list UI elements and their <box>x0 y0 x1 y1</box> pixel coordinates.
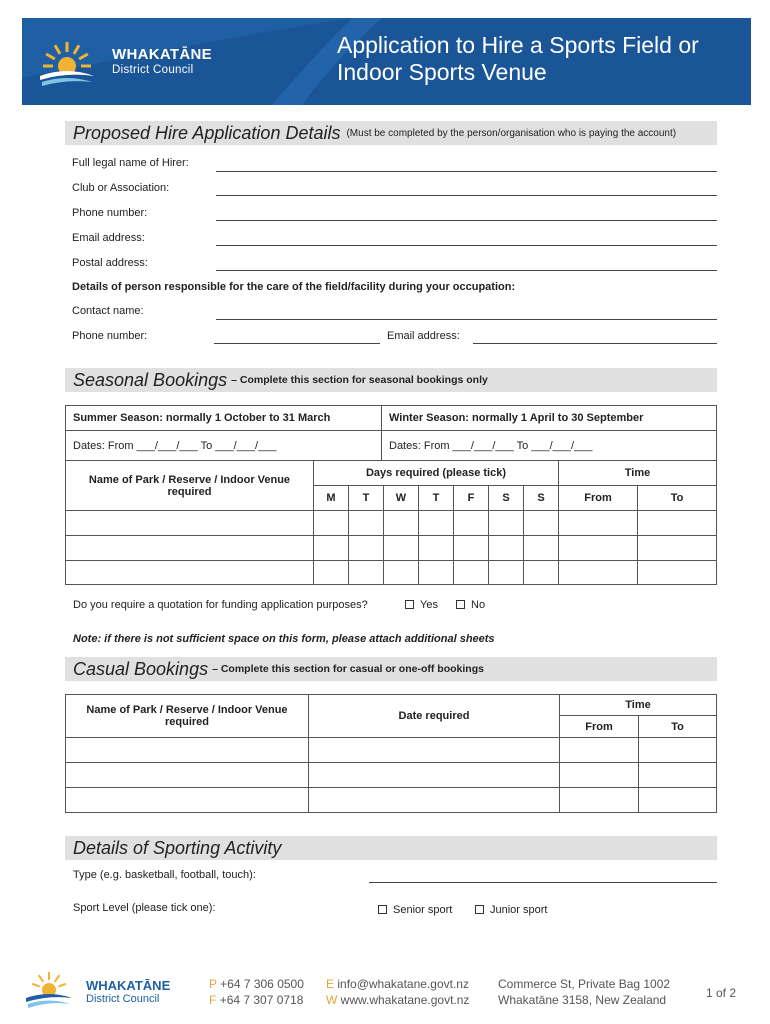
footer-email[interactable] <box>326 977 469 991</box>
hire-note: (Must be completed by the person/organisation who is paying the account) <box>346 127 677 139</box>
seasonal-section-header <box>65 368 717 392</box>
table-cell[interactable] <box>314 561 349 585</box>
checkbox-icon[interactable] <box>475 905 484 914</box>
casual-to-header: To <box>639 716 717 738</box>
table-cell[interactable] <box>524 511 559 536</box>
postal-field[interactable] <box>216 270 717 271</box>
casual-from-header: From <box>560 716 639 738</box>
contact-label: Contact name: <box>72 305 144 317</box>
sport-type-field[interactable] <box>369 882 717 883</box>
table-cell[interactable] <box>419 511 454 536</box>
footer-org-name: WHAKATĀNE <box>86 978 171 993</box>
senior-sport-label: Senior sport <box>393 904 453 916</box>
table-cell[interactable] <box>454 511 489 536</box>
casual-subheading: – Complete this section for casual or one-off bookings <box>212 663 484 675</box>
page-number: 1 of 2 <box>706 986 737 1000</box>
table-cell[interactable] <box>314 536 349 561</box>
footer-phone <box>209 977 304 991</box>
table-cell[interactable] <box>524 561 559 585</box>
casual-heading: Casual Bookings <box>73 658 209 679</box>
phone-label: Phone number: <box>72 207 148 219</box>
seasonal-subheading: – Complete this section for seasonal bookings only <box>231 374 488 386</box>
junior-sport-option[interactable] <box>475 904 547 916</box>
full-name-field[interactable] <box>216 171 717 172</box>
table-cell[interactable] <box>524 536 559 561</box>
table-cell[interactable] <box>66 788 309 813</box>
fax-number: +64 7 307 0718 <box>219 993 304 1007</box>
table-cell[interactable] <box>384 561 419 585</box>
sport-level-label: Sport Level (please tick one): <box>73 902 216 914</box>
quotation-no-label: No <box>471 599 486 611</box>
table-cell[interactable] <box>66 536 314 561</box>
table-cell[interactable] <box>638 511 717 536</box>
checkbox-icon[interactable] <box>405 600 414 609</box>
table-cell[interactable] <box>559 511 638 536</box>
table-cell[interactable] <box>384 536 419 561</box>
footer-logo-icon <box>24 970 74 1010</box>
postal-label: Postal address: <box>72 257 148 269</box>
page-title: Application to Hire a Sports Field or Indoor Sports Venue <box>337 32 699 85</box>
email2-label: Email address: <box>387 330 460 342</box>
responsible-heading: Details of person responsible for the care of the field/facility during your occupation: <box>72 281 516 293</box>
table-cell[interactable] <box>489 511 524 536</box>
table-cell[interactable] <box>309 763 560 788</box>
days-header: Days required (please tick) <box>314 461 559 486</box>
day-friday: F <box>454 486 489 511</box>
phone-number: +64 7 306 0500 <box>220 977 304 991</box>
day-saturday: S <box>489 486 524 511</box>
email2-field[interactable] <box>473 343 717 344</box>
table-row <box>66 763 717 788</box>
table-cell[interactable] <box>66 738 309 763</box>
day-sunday: S <box>524 486 559 511</box>
casual-bookings-table <box>65 694 717 813</box>
table-cell[interactable] <box>639 788 717 813</box>
web-address[interactable]: www.whakatane.govt.nz <box>340 993 470 1007</box>
table-cell[interactable] <box>419 536 454 561</box>
day-tuesday: T <box>349 486 384 511</box>
table-cell[interactable] <box>559 561 638 585</box>
casual-venue-header: Name of Park / Reserve / Indoor Venue required <box>66 695 309 738</box>
fax-prefix: F <box>209 993 217 1007</box>
table-cell[interactable] <box>349 536 384 561</box>
footer-address-line1: Commerce St, Private Bag 1002 <box>498 977 671 991</box>
summer-season-cell: Summer Season: normally 1 October to 31 March <box>66 406 382 431</box>
table-row <box>66 511 717 536</box>
table-row <box>66 536 717 561</box>
winter-season-cell: Winter Season: normally 1 April to 30 September <box>382 406 717 431</box>
web-prefix: W <box>326 993 338 1007</box>
day-monday: M <box>314 486 349 511</box>
table-cell[interactable] <box>66 511 314 536</box>
seasonal-bookings-table <box>65 460 717 585</box>
footer-fax <box>209 993 303 1007</box>
quotation-yes-label: Yes <box>420 599 438 611</box>
casual-time-header: Time <box>560 695 717 716</box>
hire-section-header <box>65 121 717 145</box>
council-logo-icon <box>36 38 98 90</box>
winter-dates-cell[interactable]: Dates: From ___/___/___ To ___/___/___ <box>382 431 717 461</box>
table-cell[interactable] <box>66 561 314 585</box>
checkbox-icon[interactable] <box>378 905 387 914</box>
table-cell[interactable] <box>639 763 717 788</box>
activity-section-header <box>65 836 717 860</box>
table-cell[interactable] <box>384 511 419 536</box>
email-label: Email address: <box>72 232 145 244</box>
phone-field[interactable] <box>216 220 717 221</box>
casual-section-header <box>65 657 717 681</box>
quotation-no[interactable] <box>456 599 485 611</box>
table-cell[interactable] <box>489 536 524 561</box>
seasonal-from-header: From <box>559 486 638 511</box>
seasonal-heading: Seasonal Bookings <box>73 369 228 390</box>
table-cell[interactable] <box>349 511 384 536</box>
table-row <box>66 788 717 813</box>
table-cell[interactable] <box>639 738 717 763</box>
club-field[interactable] <box>216 195 717 196</box>
summer-dates-cell[interactable]: Dates: From ___/___/___ To ___/___/___ <box>66 431 382 461</box>
footer-web[interactable] <box>326 993 469 1007</box>
footer-org-sub: District Council <box>86 993 160 1005</box>
table-cell[interactable] <box>560 738 639 763</box>
table-cell[interactable] <box>560 788 639 813</box>
org-name: WHAKATĀNE <box>112 46 212 63</box>
seasonal-time-header: Time <box>559 461 717 486</box>
table-cell[interactable] <box>559 536 638 561</box>
email-address[interactable]: info@whakatane.govt.nz <box>337 977 469 991</box>
day-thursday: T <box>419 486 454 511</box>
space-note: Note: if there is not sufficient space on this form, please attach additional sheets <box>73 633 495 645</box>
table-cell[interactable] <box>454 561 489 585</box>
phone2-label: Phone number: <box>72 330 148 342</box>
checkbox-icon[interactable] <box>456 600 465 609</box>
header-banner <box>22 18 751 105</box>
table-cell[interactable] <box>309 788 560 813</box>
hire-heading: Proposed Hire Application Details <box>73 122 341 143</box>
table-cell[interactable] <box>309 738 560 763</box>
table-cell[interactable] <box>638 536 717 561</box>
email-field[interactable] <box>216 245 717 246</box>
season-table <box>65 405 717 461</box>
table-cell[interactable] <box>454 536 489 561</box>
quotation-yes[interactable] <box>405 599 438 611</box>
contact-field[interactable] <box>216 319 717 320</box>
table-cell[interactable] <box>314 511 349 536</box>
day-wednesday: W <box>384 486 419 511</box>
table-cell[interactable] <box>638 561 717 585</box>
email-prefix: E <box>326 977 335 991</box>
quotation-question: Do you require a quotation for funding application purposes? <box>73 599 368 611</box>
table-cell[interactable] <box>66 763 309 788</box>
table-cell[interactable] <box>560 763 639 788</box>
table-row <box>66 561 717 585</box>
activity-heading: Details of Sporting Activity <box>73 837 282 858</box>
seasonal-to-header: To <box>638 486 717 511</box>
org-subtitle: District Council <box>112 64 194 76</box>
footer-address-line2: Whakatāne 3158, New Zealand <box>498 993 667 1007</box>
club-label: Club or Association: <box>72 182 170 194</box>
phone-prefix: P <box>209 977 217 991</box>
table-cell[interactable] <box>349 561 384 585</box>
full-name-label: Full legal name of Hirer: <box>72 157 189 169</box>
table-row <box>66 738 717 763</box>
junior-sport-label: Junior sport <box>490 904 548 916</box>
date-required-header: Date required <box>309 695 560 738</box>
table-cell[interactable] <box>489 561 524 585</box>
phone2-field[interactable] <box>214 343 380 344</box>
seasonal-venue-header: Name of Park / Reserve / Indoor Venue required <box>66 461 314 511</box>
table-cell[interactable] <box>419 561 454 585</box>
senior-sport-option[interactable] <box>378 904 452 916</box>
sport-type-label: Type (e.g. basketball, football, touch): <box>73 869 256 881</box>
